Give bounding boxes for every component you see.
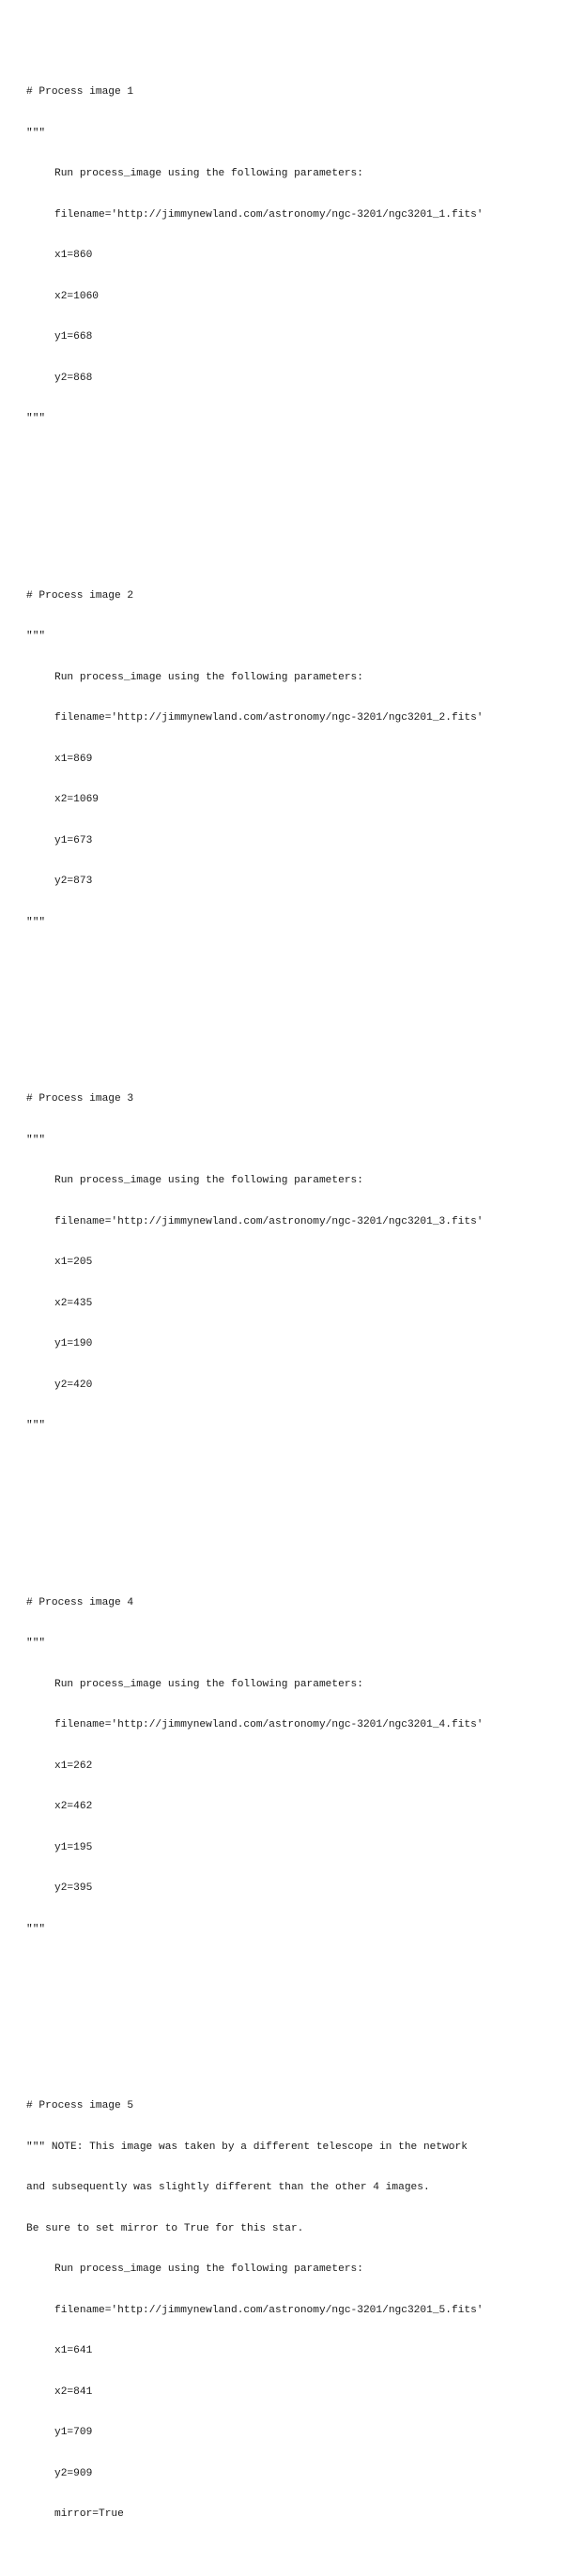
param-x2: x2=1060: [54, 290, 99, 302]
section-gap: [26, 1990, 568, 2018]
docstring-intro: Run process_image using the following parameters:: [54, 1175, 363, 1186]
param-y1: y1=668: [54, 331, 93, 343]
section-process-image-4: [26, 1569, 568, 1964]
section-gap: [26, 480, 568, 508]
docstring-intro: Run process_image using the following parameters:: [54, 2264, 363, 2275]
param-x2: x2=1069: [54, 794, 99, 805]
docstring-close: """: [26, 1923, 46, 1935]
docstring-intro: Run process_image using the following parameters:: [54, 671, 363, 683]
param-y1: y1=673: [54, 834, 93, 846]
section-comment: # Process image 5: [26, 2100, 134, 2111]
param-y1: y1=190: [54, 1338, 93, 1349]
param-filename: filename='http://jimmynewland.com/astronomy/ngc-3201/ngc3201_5.fits': [54, 2304, 484, 2316]
param-x2: x2=841: [54, 2385, 93, 2398]
param-filename: filename='http://jimmynewland.com/astronomy/ngc-3201/ngc3201_1.fits': [54, 208, 484, 221]
section-process-image-2: [26, 562, 568, 957]
section-gap: [26, 983, 568, 1011]
param-y2: y2=420: [54, 1379, 93, 1391]
param-y1: y1=195: [54, 1841, 93, 1853]
docstring-close: """: [26, 1420, 46, 1431]
section-process-image-5: [26, 2072, 568, 2549]
param-y2: y2=868: [54, 372, 93, 384]
docstring-open: """: [26, 127, 46, 139]
param-x1: x1=262: [54, 1760, 93, 1772]
param-x2: x2=462: [54, 1801, 93, 1812]
param-filename: filename='http://jimmynewland.com/astronomy/ngc-3201/ngc3201_2.fits': [54, 712, 484, 724]
param-x1: x1=205: [54, 1257, 93, 1268]
section-comment: # Process image 2: [26, 589, 134, 602]
param-y1: y1=709: [54, 2427, 93, 2438]
param-y2: y2=909: [54, 2467, 93, 2479]
param-x2: x2=435: [54, 1297, 93, 1309]
section-comment: # Process image 4: [26, 1596, 134, 1608]
param-y2: y2=873: [54, 876, 93, 887]
docstring-note-line-1: """ NOTE: This image was taken by a different telescope in the network: [26, 2141, 468, 2153]
param-filename: filename='http://jimmynewland.com/astronomy/ngc-3201/ngc3201_3.fits': [54, 1215, 484, 1227]
param-x1: x1=860: [54, 250, 93, 261]
docstring-close: """: [26, 916, 46, 928]
param-x1: x1=869: [54, 753, 93, 765]
param-mirror: mirror=True: [54, 2508, 124, 2520]
param-x1: x1=641: [54, 2345, 93, 2356]
param-filename: filename='http://jimmynewland.com/astronomy/ngc-3201/ngc3201_4.fits': [54, 1719, 484, 1730]
param-y2: y2=395: [54, 1882, 93, 1894]
docstring-note-line-3: Be sure to set mirror to True for this star.: [26, 2222, 304, 2234]
section-process-image-3: [26, 1065, 568, 1460]
section-comment: # Process image 3: [26, 1093, 134, 1105]
docstring-note-line-2: and subsequently was slightly different than the other 4 images.: [26, 2182, 430, 2193]
docstring-open: """: [26, 1638, 46, 1649]
section-comment: # Process image 1: [26, 86, 134, 98]
docstring-open: """: [26, 631, 46, 642]
code-document: [26, 4, 568, 2576]
docstring-intro: Run process_image using the following parameters:: [54, 168, 363, 179]
docstring-intro: Run process_image using the following parameters:: [54, 1678, 363, 1690]
docstring-open: """: [26, 1134, 46, 1146]
docstring-close: """: [26, 413, 46, 424]
section-process-image-1: [26, 58, 568, 453]
section-gap: [26, 1487, 568, 1515]
